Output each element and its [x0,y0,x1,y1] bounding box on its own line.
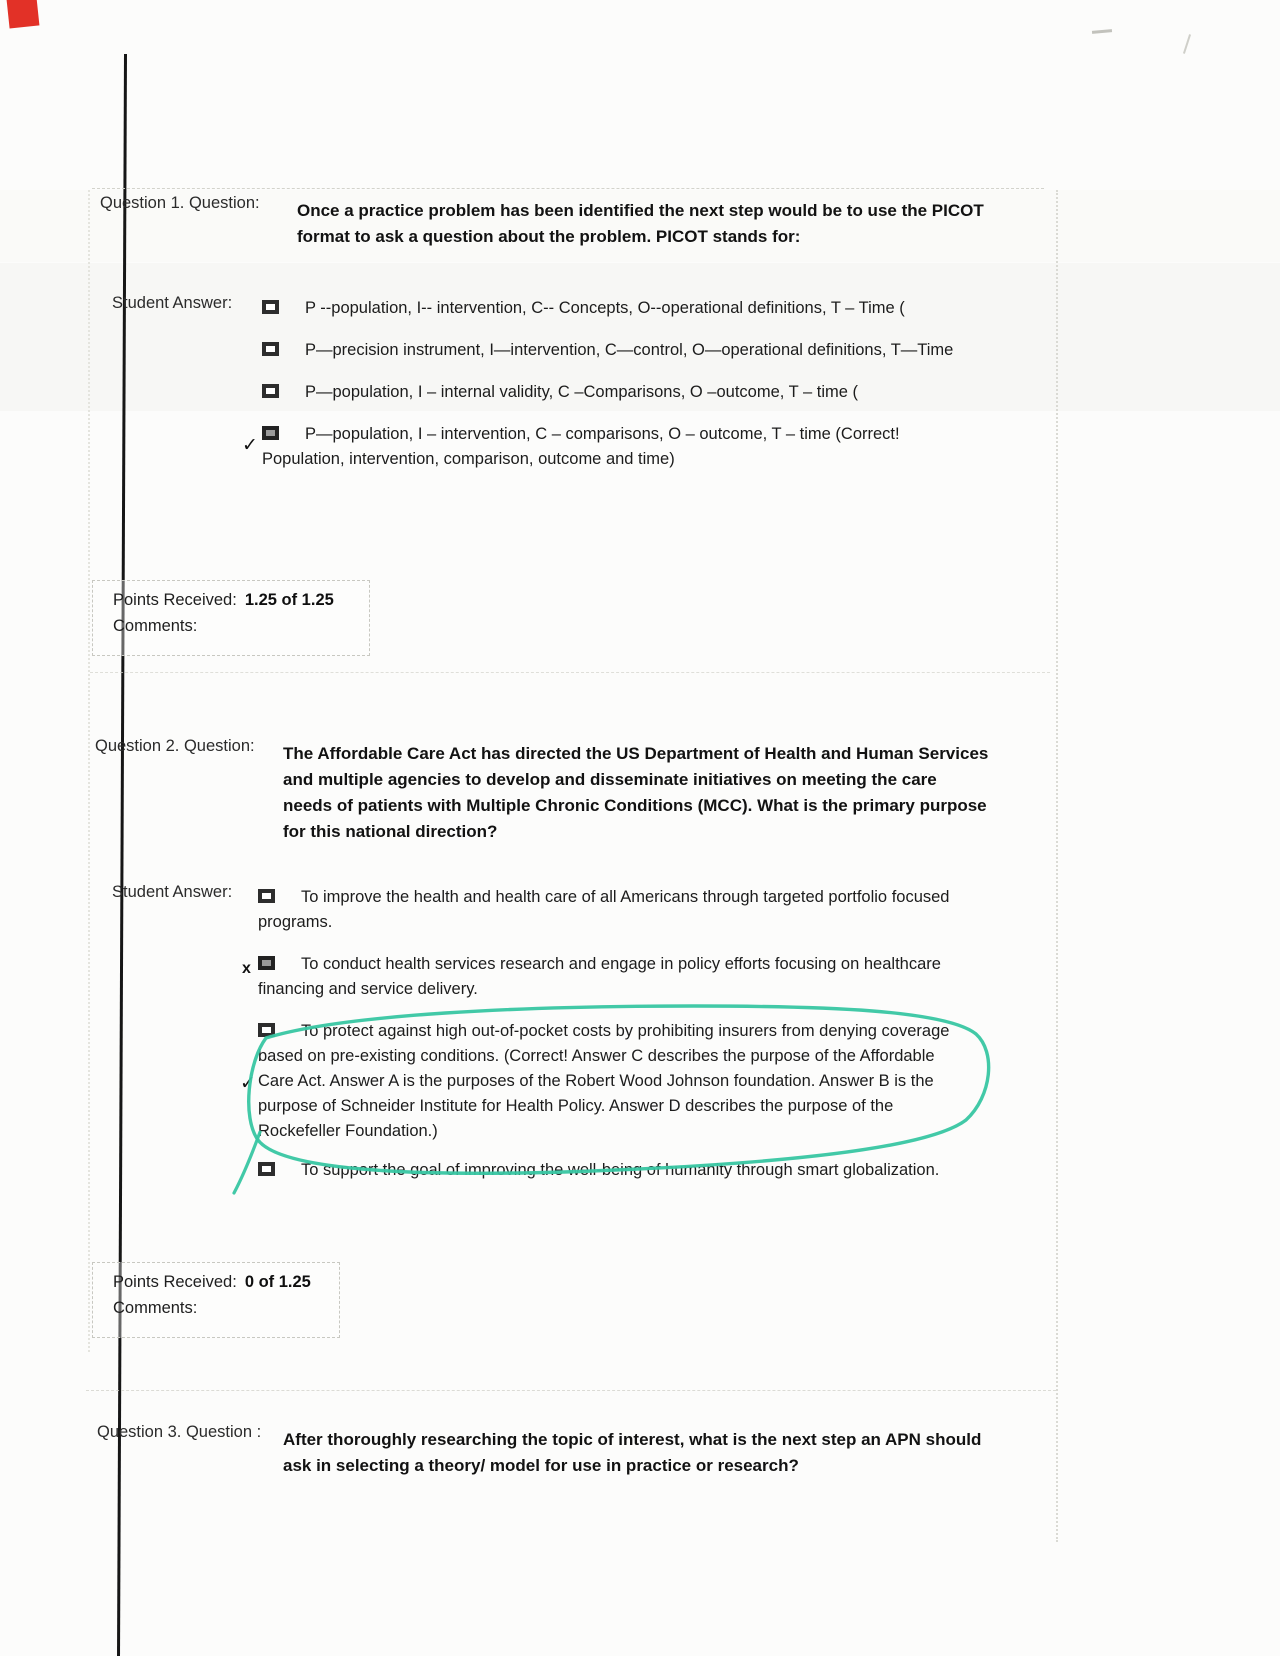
x-mark: x [242,960,251,977]
answer-option-text: P --population, I-- intervention, C-- Concepts, O--operational definitions, T – Time ( [305,299,905,317]
points-received-row [113,1273,339,1292]
points-received-value: 0 of 1.25 [244,1273,311,1291]
scan-artifact [1092,29,1112,34]
checkbox-icon [258,889,275,903]
checkmark: ✓ [242,435,258,456]
scan-artifact [1183,34,1191,54]
checkbox-icon [262,384,279,398]
points-received-row [113,591,369,610]
answer-option [262,338,968,363]
points-received-label: Points Received: [113,591,237,609]
question-2-options [240,885,950,1200]
section-divider [86,1390,1056,1391]
checkbox-icon [258,1023,275,1037]
answer-option [242,952,950,1002]
table-border-top [92,188,1044,189]
question-1-text: Once a practice problem has been identified the next step would be to use the PICOT format to ask a question about the problem. PICOT stands for: [297,201,984,246]
answer-option-text: P—population, I – intervention, C – comparisons, O – outcome, T – time (Correct! Population, intervention, comparison, outcome and time) [262,425,900,468]
table-border-right [1056,190,1058,1542]
answer-option-text: P—precision instrument, I—intervention, C—control, O—operational definitions, T—Time [305,341,954,359]
answer-option [240,1019,950,1144]
question-1-options [242,296,968,489]
question-3-label: Question 3. Question : [97,1423,262,1441]
comments-label: Comments: [113,1299,198,1317]
question-2-student-answer-label: Student Answer: [112,883,233,901]
checkbox-icon-selected [262,426,279,440]
answer-option [262,296,968,321]
question-1-label: Question 1. Question: [100,194,260,212]
red-corner-mark [7,0,40,28]
answer-option [242,422,968,472]
answer-option-text: P—population, I – internal validity, C –Comparisons, O –outcome, T – time ( [305,383,859,401]
points-received-value: 1.25 of 1.25 [244,591,334,609]
question-2-text: The Affordable Care Act has directed the US Department of Health and Human Services and multiple agencies to develop and disseminate initiatives on meeting the care needs of patients with Multiple Chronic Conditions (MCC). What is the primary purpose for this national direction? [283,744,989,841]
checkbox-icon [262,342,279,356]
checkmark: ✓ [240,1073,256,1094]
checkbox-icon-selected [258,956,275,970]
question-2-label: Question 2. Question: [95,737,255,755]
checkbox-icon [258,1162,275,1176]
answer-option [258,885,950,935]
question-1-student-answer-label: Student Answer: [112,294,233,312]
points-received-label: Points Received: [113,1273,237,1291]
answer-option-text: To protect against high out-of-pocket costs by prohibiting insurers from denying coverage based on pre-existing conditions. (Correct! Answer C describes the purpose of the Affordable Care Act. Answer A is the purposes of the Robert Wood Johnson foundation. Answer B is the purpose of Schneider Institute for Health Policy. Answer D describes the purpose of the Rockefeller Foundation.) [258,1022,950,1140]
question-3-text: After thoroughly researching the topic of interest, what is the next step an APN should ask in selecting a theory/ model for use in practice or research? [283,1430,982,1475]
answer-option-text: To improve the health and health care of all Americans through targeted portfolio focused programs. [258,888,950,931]
answer-option-text: To conduct health services research and engage in policy efforts focusing on healthcare financing and service delivery. [258,955,941,998]
question-1-points-box [92,580,370,656]
checkbox-icon [262,300,279,314]
table-border-left [88,190,90,1352]
comments-label: Comments: [113,617,198,635]
question-2-points-box [92,1262,340,1338]
answer-option [262,380,968,405]
answer-option-text: To support the goal of improving the well-being of humanity through smart globalization. [301,1161,940,1179]
answer-option [258,1158,950,1183]
section-divider [90,672,1050,673]
